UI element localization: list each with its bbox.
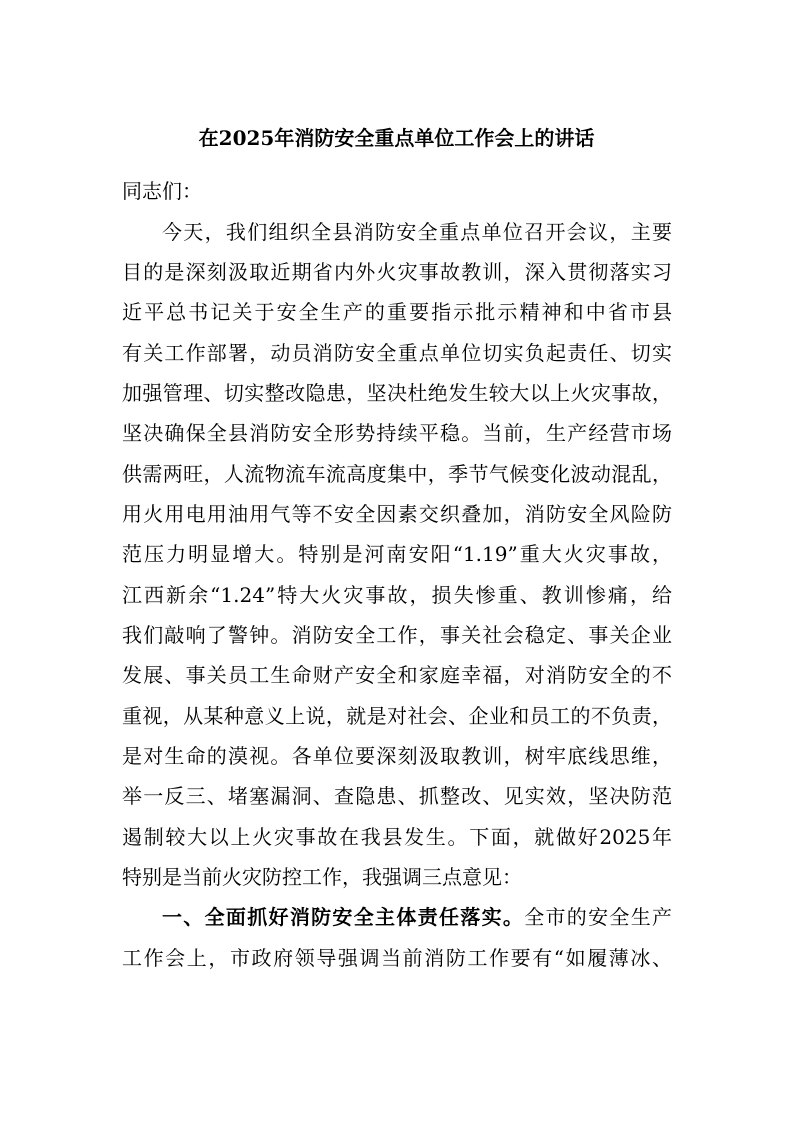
salutation: 同志们： (122, 179, 202, 203)
paragraph-line: 供需两旺，人流物流车流高度集中，季节气候变化波动混乱， (122, 462, 672, 486)
section-line: 工作会上，市政府领导强调当前消防工作要有“如履薄冰、 (122, 946, 672, 970)
section-heading: 一、全面抓好消防安全主体责任落实。 (162, 905, 525, 929)
paragraph-line: 举一反三、堵塞漏洞、查隐患、抓整改、见实效，坚决防范 (122, 784, 672, 808)
paragraph-line: 是对生命的漠视。各单位要深刻汲取教训，树牢底线思维， (122, 744, 672, 768)
paragraph-line: 江西新余“1.24”特大火灾事故，损失惨重、教训惨痛，给 (122, 583, 672, 607)
section-line (162, 900, 672, 934)
paragraph-line: 有关工作部署，动员消防安全重点单位切实负起责任、切实 (122, 341, 672, 365)
paragraph-line: 范压力明显增大。特别是河南安阳“1.19”重大火灾事故， (122, 542, 672, 566)
paragraph-line: 特别是当前火灾防控工作，我强调三点意见： (122, 865, 522, 889)
section-text: 全市的安全生产 (524, 905, 673, 929)
document-title: 在2025年消防安全重点单位工作会上的讲话 (198, 126, 595, 150)
paragraph-line: 目的是深刻汲取近期省内外火灾事故教训，深入贯彻落实习 (122, 260, 672, 284)
paragraph-line: 坚决确保全县消防安全形势持续平稳。当前，生产经营市场 (122, 421, 672, 445)
paragraph-line: 加强管理、切实整改隐患，坚决杜绝发生较大以上火灾事故， (122, 381, 672, 405)
paragraph-line: 重视，从某种意义上说，就是对社会、企业和员工的不负责， (122, 704, 672, 728)
paragraph-line: 遏制较大以上火灾事故在我县发生。下面，就做好2025年 (122, 825, 672, 849)
paragraph-line: 近平总书记关于安全生产的重要指示批示精神和中省市县 (122, 300, 672, 324)
paragraph-line: 今天，我们组织全县消防安全重点单位召开会议，主要 (162, 220, 672, 244)
paragraph-line: 发展、事关员工生命财产安全和家庭幸福，对消防安全的不 (122, 663, 672, 687)
paragraph-line: 我们敲响了警钟。消防安全工作，事关社会稳定、事关企业 (122, 623, 672, 647)
paragraph-line: 用火用电用油用气等不安全因素交织叠加，消防安全风险防 (122, 502, 672, 526)
